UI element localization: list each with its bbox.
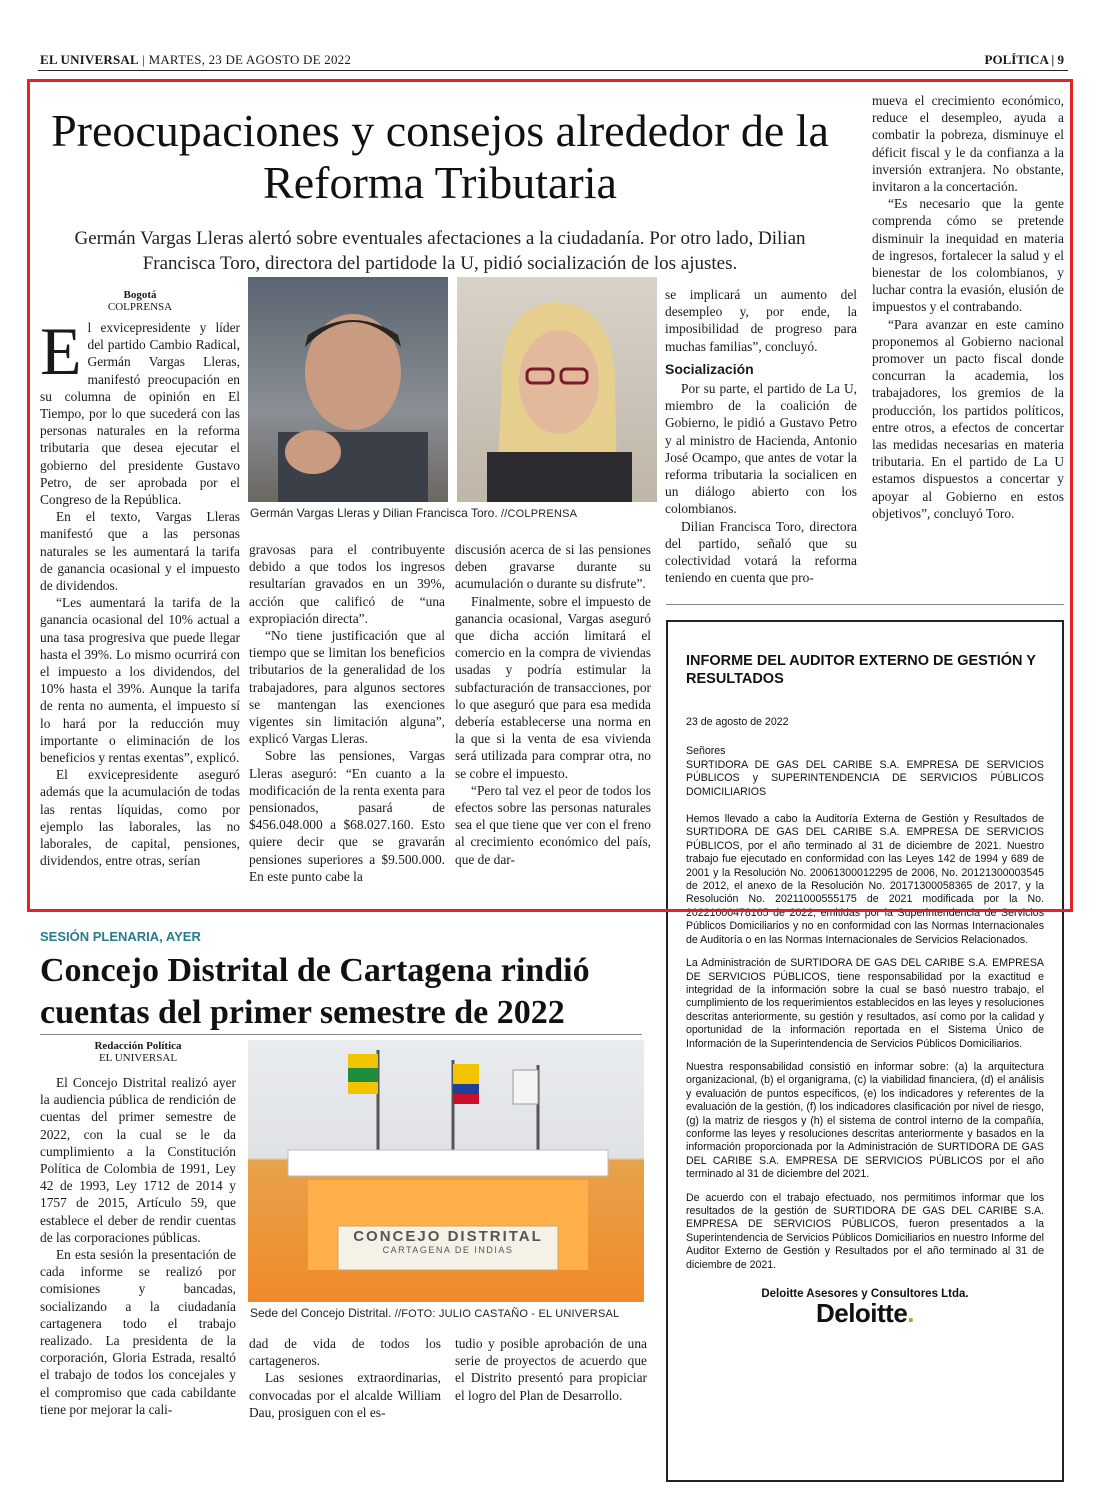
caption-credit: //COLPRENSA <box>501 508 578 520</box>
header-right: POLÍTICA | 9 <box>984 52 1064 67</box>
paragraph: Las sesiones extraordinarias, convocadas por el alcalde William Dau, prosiguen con el es- <box>249 1370 441 1420</box>
highlight-box <box>27 79 1073 912</box>
deloitte-logo <box>686 1298 1044 1329</box>
article2-rule <box>40 1034 642 1035</box>
paragraph: El exvicepresidente aseguró además que la acumulación de todas las rentas líquidas, como por ejemplo las laborales, las no laborales, de capital, pensiones, dividendos, entre otras, serían <box>40 767 240 869</box>
paragraph: mueva el crecimiento económico, reduce el desempleo, ayuda a combatir la pobreza, disminuye el déficit fiscal y le da confianza a la inversión extranjera. No obstante, invitaron a la concertación. <box>872 93 1064 195</box>
header-left: EL UNIVERSAL | MARTES, 23 DE AGOSTO DE 2022 <box>40 52 352 67</box>
notice-date: 23 de agosto de 2022 <box>686 716 789 728</box>
paragraph: “Es necesario que la gente comprenda cómo se pretende disminuir la inequidad en materia de ingresos, fortalecer la salud y el bienestar de los colombianos, y luchar contra la evasión, elusión de impuestos y el contrabando. <box>872 196 1064 315</box>
byline-city: Bogotá <box>123 289 157 301</box>
article2-byline <box>40 1040 236 1064</box>
logo-text: Deloitte <box>815 1298 908 1329</box>
paragraph: En el texto, Vargas Lleras manifestó que a las personas naturales se les aumentará la tarifa de ganancia ocasional y el impuesto de dividendos. <box>40 509 240 594</box>
article2-col3 <box>455 1335 647 1404</box>
sign-line1: CONCEJO DISTRITAL <box>353 1228 543 1245</box>
paragraph: “Les aumentará la tarifa de la ganancia ocasional del 10% actual a una tasa progresiva que puede llegar hasta el 39%. Lo mismo ocurrirá con el impuesto a los dividendos, del 10% hasta el 39%. Aunque la tarifa de renta no aumenta, el impuesto sí lo hará por la reducción muy importante o eliminación de los beneficios y rentas exentas”, explicó. <box>40 595 240 766</box>
photo-concejo-building <box>248 1040 644 1302</box>
paragraph: El Concejo Distrital realizó ayer la audiencia pública de rendición de cuentas del primer semestre de 2022, con la cual se le da cumplimiento a la Constitución Política de Colombia de 1991, Ley 42 de 1993, Ley 1712 de 2014 y 1757 de 2015, Artículo 59, que establece el deber de rendir cuentas de las corporaciones públicas. <box>40 1075 236 1245</box>
notice-addressee: SURTIDORA DE GAS DEL CARIBE S.A. EMPRESA DE SERVICIOS PÚBLICOS y SUPERINTENDENCIA DE SERVICIOS PÚBLICOS DOMICILIARIOS <box>686 758 1044 798</box>
caption-credit: //FOTO: JULIO CASTAÑO - EL UNIVERSAL <box>394 1308 620 1320</box>
paragraph: “Para avanzar en este camino proponemos al Gobierno nacional promover un pacto fiscal donde concurran la academia, los trabajadores, los gremios de la producción, los partidos políticos, entre otros, a efectos de concertar las medidas necesarias en materia tributaria. En el partido de La U estamos dispuestos a concertar y apoyar al Gobierno en estos objetivos”, concluyó Toro. <box>872 316 1064 521</box>
subhead-socializacion: Socialización <box>665 360 754 377</box>
paragraph: “Pero tal vez el peor de todos los efectos sobre las personas naturales sea el que tiene que ver con el freno al crecimiento económico del país, que de dar- <box>455 782 651 867</box>
paragraph: l exvicepresidente y líder del partido Cambio Radical, Germán Vargas Lleras, manifestó preocupación en su columna de opinión en El Tiempo, por lo que sucederá con las personas naturales en la reforma tributaria que desea ejecutar el gobierno del presidente Gustavo Petro, de ser aprobada por el Congreso de la República. <box>40 320 240 508</box>
paper-name: EL UNIVERSAL <box>40 52 139 67</box>
article2-col2 <box>249 1335 441 1421</box>
article2-kicker: SESIÓN PLENARIA, AYER <box>40 929 201 944</box>
notice-paragraph: La Administración de SURTIDORA DE GAS DEL CARIBE S.A. EMPRESA DE SERVICIOS PÚBLICOS, tiene responsabilidad por la exactitud e integridad de la información sobre la cual se basó nuestro trabajo, el cumplimiento de los requerimientos establecidos en las leyes y resoluciones descritas anteriormente, su gestión y resultados, así como por la calidad y oportunidad de la información reportada en el Sistema Único de Información de la Superintendencia de Servicios Públicos Domiciliarios. <box>686 957 1045 1050</box>
paragraph: Dilian Francisca Toro, directora del partido, señaló que su colectividad votará la reforma teniendo en cuenta que pro- <box>665 518 857 586</box>
paragraph: se implicará un aumento del desempleo y, por ende, la imposibilidad de progreso para muchas familias”, concluyó. <box>665 287 857 354</box>
byline-paper: EL UNIVERSAL <box>98 1052 178 1064</box>
paragraph: Sobre las pensiones, Vargas Lleras aseguró: “En cuanto a la modificación de la renta exenta para pensionados, pasará de $456.048.000 a $68.027.160. Esto quiere decir que se gravarán pensiones superiores a $9.500.000. En este punto cabe la <box>249 748 445 884</box>
article2-col1-body <box>40 1074 236 1418</box>
byline-agency: COLPRENSA <box>107 301 173 313</box>
section-name: POLÍTICA <box>984 52 1049 67</box>
notice-paragraph: De acuerdo con el trabajo efectuado, nos permitimos informar que los resultados de la gestión de SURTIDORA DE GAS DEL CARIBE S.A. EMPRESA DE SERVICIOS PÚBLICOS, fueron presentados a la Superintendencia de Servicios Públicos Domiciliarios en nuestro Informe del Auditor Externo de Gestión y Resultados por el año terminado al 31 de diciembre de 2021. <box>686 1191 1045 1271</box>
caption-text: Germán Vargas Lleras y Dilian Francisca Toro. <box>250 506 498 520</box>
article1-headline: Preocupaciones y consejos alrededor de la Reforma Tributaria <box>51 105 829 208</box>
paragraph: dad de vida de todos los cartageneros. <box>249 1336 441 1369</box>
paragraph: Por su parte, el partido de La U, miembro de la coalición de Gobierno, le pidió a Gustavo Petro y al ministro de Hacienda, Antonio José Ocampo, que antes de votar la reforma tributaria la socialicen en un diálogo abierto con los colombianos. <box>665 381 857 517</box>
issue-date: MARTES, 23 DE AGOSTO DE 2022 <box>148 52 352 67</box>
paragraph: tudio y posible aprobación de una serie de proyectos de acuerdo que el Distrito presentó para propiciar el logro del Plan de Desarrollo. <box>455 1336 647 1403</box>
notice-title: INFORME DEL AUDITOR EXTERNO DE GESTIÓN Y RESULTADOS <box>686 653 1036 687</box>
building-sign <box>338 1228 558 1255</box>
notice-paragraph: Nuestra responsabilidad consistió en informar sobre: (a) la arquitectura organizacional, (b) el organigrama, (c) la viabilidad financiera, (d) el análisis y evaluación de puntos específicos, (e) los indicadores y referentes de la evaluación de la gestión, (f) los indicadores clasificación por nivel de riesgo, (g) la matriz de riesgos y (h) el sistema de control interno de la compañía, conforme las leyes y resoluciones descritas anteriormente y basados en la información proporcionada por la Administración de SURTIDORA DE GAS DEL CARIBE S.A. EMPRESA DE SERVICIOS PÚBLICOS por el año terminado al 31 de diciembre del 2021. <box>686 1060 1044 1181</box>
article2-col1 <box>40 1040 236 1418</box>
paragraph: Finalmente, sobre el impuesto de ganancia ocasional, Vargas aseguró que dicha acción limitará el comercio en la compra de viviendas usadas y podría estimular la subfacturación de transacciones, por lo que aseguró que para esa medida debería establecerse una norma en la que si la venta de esa vivienda será utilizada para comprar otra, no se cobre el impuesto. <box>455 593 651 781</box>
caption-text: Sede del Concejo Distrital. <box>250 1306 392 1320</box>
notice-firm: Deloitte Asesores y Consultores Ltda. <box>761 1288 969 1301</box>
page-number: 9 <box>1057 52 1064 67</box>
notice-paragraph: Hemos llevado a cabo la Auditoría Externa de Gestión y Resultados de SURTIDORA DE GAS DEL CARIBE S.A. EMPRESA DE SERVICIOS PÚBLICOS, por el año terminado al 31 de diciembre de 2021. Nuestro trabajo fue ejecutado en conformidad con las Leyes 142 de 1994 y 689 de 2001 y la Resolución No. 20061300012295 de 2006, No. 20121300003545 de 2012, el anexo de la Resolución No. 20171300058365 de 2017, y la Resolución No. 20211000555175 de 2021 modificada por la No. 20221000478165 de 2022, emitidas por la Superintendencia de Servicios Públicos Domiciliarios y no en conformidad con las Normas Internacionales de Auditoría o en las Normas Internacionales de Servicios Relacionados. <box>686 813 1044 946</box>
paragraph: En esta sesión la presentación de cada informe se realizó por comisiones y bancadas, socializando a la ciudadanía cartagenera todo el trabajo realizado. La presidenta de la corporación, Gloria Estrada, resaltó el trabajo de todos los concejales y el compromiso que cada cabildante tiene por mejorar la cali- <box>40 1247 236 1417</box>
notice-salutation: Señores <box>686 745 726 758</box>
logo-dot: . <box>907 1298 915 1329</box>
dropcap: E <box>40 313 82 389</box>
byline-name: Redacción Política <box>94 1040 182 1052</box>
paragraph: gravosas para el contribuyente debido a que todos los ingresos resultarían gravados en un 39%, acción que calificó de “una expropiación directa”. <box>249 542 445 626</box>
article2-photo-caption <box>250 1306 650 1320</box>
article1-deck: Germán Vargas Lleras alertó sobre eventuales afectaciones a la ciudadanía. Por otro lado, Dilian Francisca Toro, directora del partidode la U, pidió socialización de los ajustes. <box>74 228 806 274</box>
article2-headline: Concejo Distrital de Cartagena rindió cuentas del primer semestre de 2022 <box>40 952 590 1031</box>
paragraph: “No tiene justificación que al tiempo que se limitan los beneficios tributarios de la generalidad de los trabajadores, para algunos sectores se mantengan las exenciones vigentes sin limitación alguna”, explicó Vargas Lleras. <box>249 628 445 747</box>
sign-line2: CARTAGENA DE INDIAS <box>382 1245 514 1255</box>
building-icon <box>248 1040 644 1302</box>
header-rule <box>38 70 1068 71</box>
paragraph: discusión acerca de si las pensiones deben gravarse durante su acumulación o durante su disfrute”. <box>455 542 651 592</box>
